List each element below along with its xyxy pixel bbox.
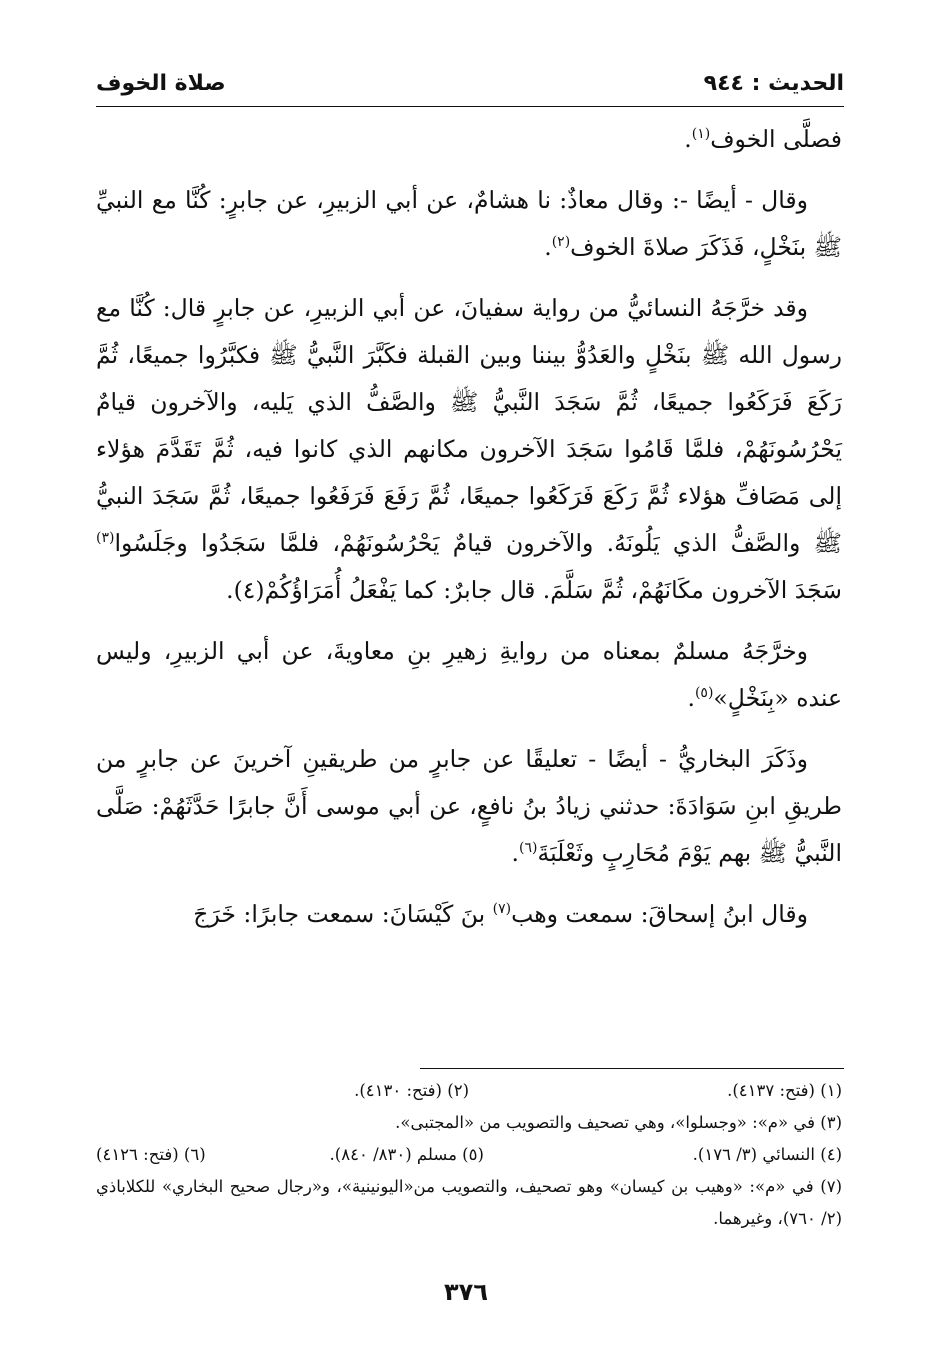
footnote-6: (٦) (فتح: ٤١٢٦) <box>96 1145 206 1164</box>
paragraph-tail: بنَ كَيْسَانَ: سمعت جابرًا: خَرَجَ <box>193 900 493 928</box>
paragraph-text: وذَكَرَ البخاريُّ - أيضًا - تعليقًا عن جابرٍ من طريقينِ آخرينَ عن جابرٍ من طريقِ ابنِ سَوَادَةَ: حدثني زيادُ بنُ نافعٍ، عن أبي موسى أَنَّ جابرًا حَدَّثَهُمْ: صَلَّى النَّبيُّ ﷺ بهم يَوْمَ مُحَارِبٍ وثَعْلَبَةَ <box>96 745 842 867</box>
footnote-1: (١) (فتح: ٤١٣٧). <box>727 1081 842 1100</box>
paragraph <box>96 891 842 938</box>
footnote-marker: (٣) <box>96 530 115 547</box>
footnote-marker: (١) <box>691 126 711 143</box>
paragraph-tail: . <box>511 839 519 867</box>
paragraph-text: وقد خرَّجَهُ النسائيُّ من رواية سفيانَ، عن أبي الزبيرِ، عن جابرٍ قال: كُنَّا مع رسول الله ﷺ بنَخْلٍ والعَدُوُّ بيننا وبين القبلة فكَبَّرَ النَّبيُّ ﷺ فكبَّرُوا جميعًا، ثُمَّ رَكَعَ فَرَكَعُوا جميعًا، ثُمَّ سَجَدَ النَّبيُّ ﷺ والصَّفُّ الذي يَليه، والآخرون قيامٌ يَحْرُسُونَهُمْ، فلمَّا قَامُوا سَجَدَ الآخرون مكانهم الذي كانوا فيه، ثُمَّ تَقَدَّمَ هؤلاء إلى مَصَافِّ هؤلاء ثُمَّ رَكَعَ فَرَكَعُوا جميعًا، ثُمَّ رَفَعَ فَرَفَعُوا جميعًا، ثُمَّ سَجَدَ النبيُّ ﷺ والصَّفُّ الذي يَلُونَهُ. والآخرون قيامٌ يَحْرُسُونَهُمْ، فلمَّا سَجَدُوا وجَلَسُوا <box>96 294 842 557</box>
footnote-row <box>96 1139 842 1171</box>
paragraph-text: وخرَّجَهُ مسلمٌ بمعناه من روايةِ زهيرِ بنِ معاويةَ، عن أبي الزبيرِ، وليس عنده «بِنَخْلٍ» <box>96 637 842 712</box>
footnote-marker: (٢) <box>551 234 571 251</box>
paragraph-text: وقال - أيضًا -: وقال معاذٌ: نا هشامٌ، عن أبي الزبيرِ، عن جابرٍ: كُنَّا مع النبيِّ ﷺ بنَخْلٍ، فَذَكَرَ صلاةَ الخوف <box>96 186 842 261</box>
footnote-5: (٥) مسلم (٨٣٠/ ٨٤٠). <box>329 1145 484 1164</box>
paragraph-tail: . <box>544 233 552 261</box>
footnote-divider <box>420 1068 844 1069</box>
paragraph <box>96 177 842 271</box>
running-header <box>96 66 844 100</box>
chapter-title: صلاة الخوف <box>96 70 226 96</box>
footnote-marker: (٦) <box>519 840 538 857</box>
footnotes <box>96 1075 842 1235</box>
paragraph <box>96 116 842 163</box>
footnote-marker: (٧) <box>492 901 512 918</box>
main-text <box>96 116 842 952</box>
footnote-3: (٣) في «م»: «وجسلوا»، وهي تصحيف والتصويب من «المجتبى». <box>395 1113 842 1132</box>
footnote-7: (٧) في «م»: «وهيب بن كيسان» وهو تصحيف، والتصويب من«اليونينية»، و«رجال صحيح البخاري» للكلاباذي (٢/ ٧٦٠)، وغيرهما. <box>96 1177 842 1228</box>
footnote-2: (٢) (فتح: ٤١٣٠). <box>354 1081 469 1100</box>
footnote-row <box>96 1075 842 1107</box>
paragraph <box>96 736 842 877</box>
hadith-number: الحديث : ٩٤٤ <box>703 70 844 96</box>
paragraph-text: فصلَّى الخوف <box>710 125 842 153</box>
paragraph <box>96 628 842 722</box>
footnote-4: (٤) النسائي (٣/ ١٧٦). <box>692 1145 842 1164</box>
footnote-marker: (٥) <box>694 685 714 702</box>
header-divider <box>96 106 844 107</box>
paragraph <box>96 285 842 614</box>
paragraph-tail: . <box>684 125 692 153</box>
paragraph-text: وقال ابنُ إسحاقَ: سمعت وهب <box>511 900 808 928</box>
page-number: ٣٧٦ <box>444 1278 488 1306</box>
paragraph-tail: سَجَدَ الآخرون مكَانَهُمْ، ثُمَّ سَلَّمَ. قال جابرٌ: كما يَفْعَلُ أُمَرَاؤُكُمْ(٤). <box>226 576 842 604</box>
paragraph-tail: . <box>687 684 695 712</box>
